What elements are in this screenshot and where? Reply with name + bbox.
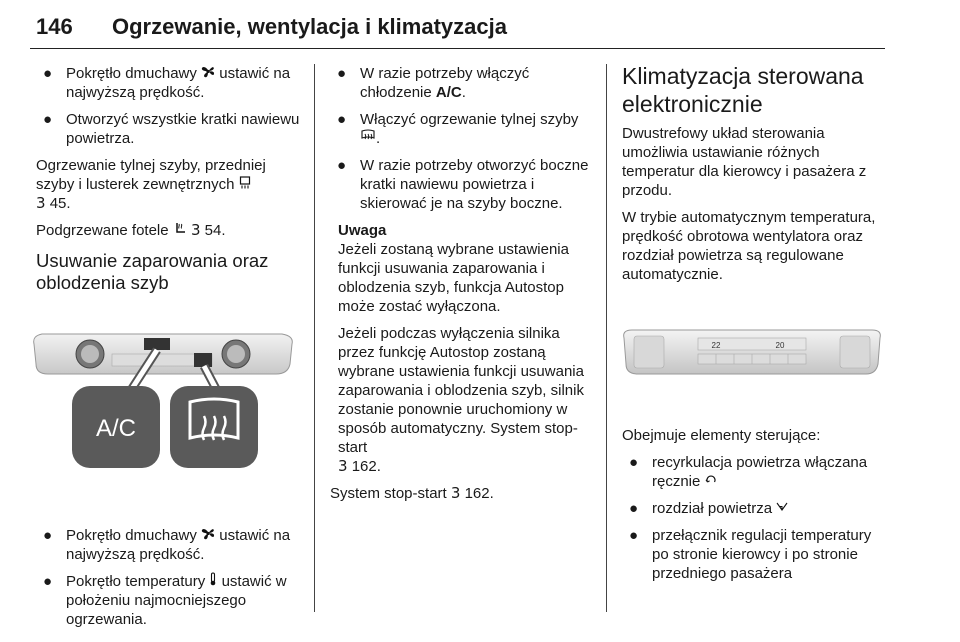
- bullet: ●: [43, 573, 53, 590]
- note-paragraph: Jeżeli zostaną wybrane ustawienia funkcji usuwania zaparowania i oblodzenia szyb, funkcja Autostop może zostać wyłączona.: [338, 241, 569, 315]
- column-2: [330, 64, 598, 511]
- paragraph: Obejmuje elementy sterujące:: [622, 427, 821, 444]
- page-reference[interactable]: 3 162.: [450, 484, 494, 502]
- paragraph: Ogrzewanie tylnej szyby, przedniej szyby i lusterek zewnętrznych 3 45.: [36, 157, 266, 212]
- ac-label: A/C: [95, 415, 137, 442]
- column-1: [36, 64, 304, 637]
- climate-panel-figure: [620, 326, 884, 386]
- reference-arrow-icon: 3: [450, 484, 461, 502]
- section-heading: Usuwanie zaparowania oraz oblodzenia szyb: [36, 250, 269, 293]
- bullet: ●: [337, 111, 347, 128]
- column-divider-2: [606, 64, 607, 612]
- reference-arrow-icon: 3: [190, 221, 201, 239]
- list-item: ● Otworzyć wszystkie kratki nawiewu powietrza.: [43, 111, 300, 147]
- bullet: ●: [629, 500, 639, 517]
- temperature-icon: [209, 572, 217, 586]
- page-number: 146: [36, 14, 73, 39]
- note-paragraph: Jeżeli podczas wyłączenia silnika przez funkcję Autostop zostaną wybrane ustawienia funkcji usuwania zaparowania i oblodzenia szyb, silnik zostanie ponownie uruchomiony w sposób automatyczny. System stop-start 3 162.: [338, 325, 584, 475]
- list-item: ● rozdział powietrza: [622, 499, 890, 518]
- list-item: ● W razie potrzeby włączyć chłodzenie A/C.: [337, 65, 530, 101]
- page-header: [30, 6, 885, 49]
- list-item: ● recyrkulacja powietrza włączana ręcznie: [629, 454, 868, 490]
- column-divider-1: [314, 64, 315, 612]
- paragraph: W trybie automatycznym temperatura, prędkość obrotowa wentylatora oraz rozdział powietrza są regulowane automatycznie.: [622, 209, 876, 283]
- list-item: ● Pokrętło dmuchawy ustawić na najwyższą prędkość.: [43, 527, 291, 563]
- note-title: Uwaga: [338, 222, 387, 239]
- list-item: ● Pokrętło dmuchawy ustawić na najwyższą prędkość.: [43, 65, 291, 101]
- bullet: ●: [629, 527, 639, 544]
- page-reference[interactable]: 3 45.: [36, 194, 71, 212]
- column-3: [622, 64, 890, 591]
- bullet: ●: [629, 454, 639, 471]
- section-heading: Klimatyzacja sterowana elektronicznie: [622, 63, 864, 117]
- bullet: ●: [337, 65, 347, 82]
- note-block: [330, 221, 598, 476]
- bullet: ●: [43, 527, 53, 544]
- list-item: ● przełącznik regulacji temperatury po stronie kierowcy i po stronie przedniego pasażera: [629, 527, 872, 582]
- bullet: ●: [43, 65, 53, 82]
- air-distribution-icon: [776, 501, 788, 513]
- reference-arrow-icon: 3: [36, 194, 46, 212]
- defrost-controls-figure: [32, 324, 300, 504]
- heated-seat-icon: [173, 221, 187, 235]
- paragraph: System stop-start 3 162.: [330, 484, 494, 502]
- left-temp-display: 22: [711, 341, 721, 350]
- page-reference[interactable]: 3 162.: [338, 457, 381, 475]
- paragraph: Dwustrefowy układ sterowania umożliwia ustawianie różnych temperatur dla kierowcy i pasażera z przodu.: [622, 125, 867, 199]
- heated-window-icon: [239, 176, 251, 189]
- reference-arrow-icon: 3: [338, 457, 348, 475]
- list-item: ● Włączyć ogrzewanie tylnej szyby .: [337, 111, 579, 147]
- fan-icon: [201, 65, 215, 78]
- list-item: ● Pokrętło temperatury ustawić w położeniu najmocniejszego ogrzewania.: [43, 573, 287, 628]
- page-reference[interactable]: 3 54.: [190, 221, 226, 239]
- page-title: Ogrzewanie, wentylacja i klimatyzacja: [112, 14, 507, 39]
- bullet: ●: [43, 111, 53, 128]
- paragraph: Podgrzewane fotele 3 54.: [36, 221, 226, 239]
- list-item: ● W razie potrzeby otworzyć boczne kratki nawiewu powietrza i skierować je na szyby boczne.: [337, 157, 589, 212]
- recirculation-icon: [705, 474, 717, 486]
- rear-window-defrost-icon: [360, 129, 376, 143]
- bullet: ●: [337, 157, 347, 174]
- fan-icon: [201, 527, 215, 540]
- right-temp-display: 20: [775, 341, 785, 350]
